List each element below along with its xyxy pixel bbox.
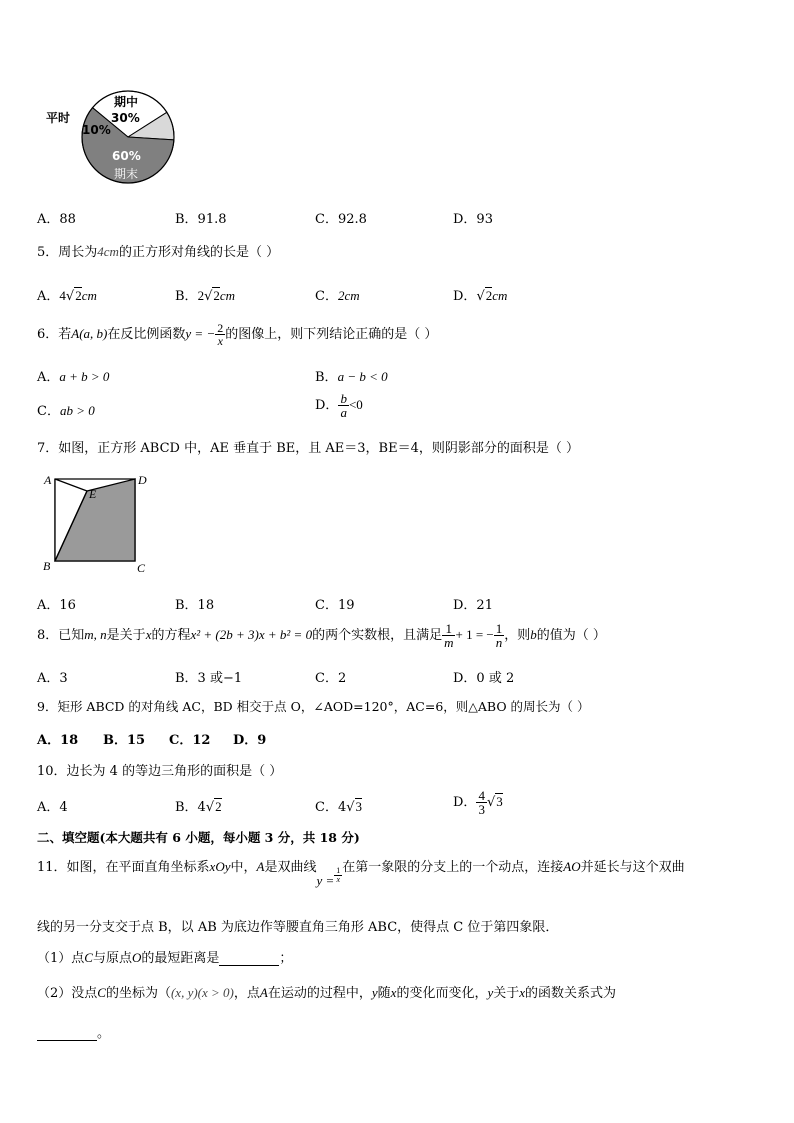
q11-sub2-y2: y [487, 985, 494, 1000]
q6-stem [37, 322, 437, 347]
q4-option-a: A．88 [37, 212, 76, 227]
q5-suffix: 的正方形对角线的长是（ ） [118, 245, 280, 260]
q11-sub2-coord: (x, y)(x > 0) [170, 985, 234, 1000]
q11-sub2-d: ，点 [233, 986, 260, 1001]
q11-sub2-answer [37, 1022, 110, 1041]
q11-sub2-i: 的函数关系式为 [525, 986, 617, 1001]
q11-sub2-f: 随 [377, 986, 391, 1001]
q7-label-a: A [44, 473, 52, 487]
q6-option-b-label: B． [315, 370, 338, 385]
q5-option-a-rad: 2 [75, 288, 82, 303]
q10-option-c-label: C．4 [315, 800, 347, 815]
q7-option-a: A．16 [37, 598, 76, 613]
q8-frac2 [494, 622, 505, 649]
q5-option-a-unit: cm [81, 288, 97, 303]
q8-mid1: 是关于 [106, 628, 146, 643]
q11-sub2-x: x [390, 985, 397, 1000]
q8-frac1-num: 1 [442, 622, 455, 636]
q7-option-b: B．18 [175, 598, 215, 613]
q9-option-b: B．15 [103, 733, 146, 748]
q8-vars: m, n [84, 627, 107, 642]
q5-stem [37, 241, 279, 260]
q5-option-b-label: B． [175, 289, 198, 304]
q11-line1-b: 中， [230, 860, 257, 875]
q6-option-d [315, 392, 363, 419]
q10-option-d-den: 3 [478, 802, 485, 817]
q5-option-b: B．2√2cm [175, 288, 236, 304]
q5-option-c [315, 285, 360, 304]
q11-var-a: A [256, 859, 265, 874]
q11-sub1-o: O [131, 950, 142, 965]
q5-option-b-coef: 2 [197, 288, 205, 303]
q6-option-d-den: a [340, 405, 347, 420]
pie-label-final: 期末 [114, 167, 139, 181]
q10-option-d-label: D． [453, 795, 477, 810]
q6-option-d-rel: <0 [348, 397, 363, 412]
q8-prefix: 8．已知 [37, 628, 85, 643]
q11-sub1-c: C [84, 950, 93, 965]
q6-suffix: 的图像上，则下列结论正确的是（ ） [225, 327, 438, 342]
q10-option-b-rad: 2 [215, 799, 222, 814]
q11-xoy: xOy [209, 859, 231, 874]
q6-option-d-num: b [340, 391, 347, 406]
q11-line1-a: 11．如图，在平面直角坐标系 [37, 860, 210, 875]
q6-point: A(a, b) [71, 326, 108, 341]
q9-option-c: C．12 [169, 733, 211, 748]
q8-frac1 [442, 622, 455, 649]
q4-option-d: D．93 [453, 212, 493, 227]
q5-option-d-rad: 2 [485, 288, 493, 303]
q5-option-c-label: C． [315, 289, 338, 304]
q6-option-a [37, 366, 109, 385]
q8-frac2-num: 1 [495, 621, 503, 636]
q11-hyp-den: x [336, 875, 341, 884]
q6-func-num: 2 [217, 321, 224, 335]
pie-side-label: 平时 [46, 111, 71, 125]
q6-func-frac [215, 322, 225, 347]
q9-stem: 9．矩形 ABCD 的对角线 AC，BD 相交于点 O，∠AOD=120°，AC=6，则△ABO 的周长为（ ） [37, 699, 590, 714]
q8-option-d: D．0 或 2 [453, 671, 515, 686]
q10-option-d-rad: 3 [496, 794, 503, 809]
q11-line1-e: 并延长与这个双曲 [580, 860, 685, 875]
q5-value: 4cm [97, 244, 119, 259]
q6-option-a-text: a + b > 0 [59, 369, 110, 384]
q8-var-x: x [145, 627, 152, 642]
q6-option-a-label: A． [37, 370, 60, 385]
q11-sub2-h: 关于 [493, 986, 520, 1001]
pie-value-midterm: 30% [111, 111, 140, 125]
q7-option-d: D．21 [453, 598, 493, 613]
q9-option-d: D．9 [233, 733, 267, 748]
q11-sub2-a: （2）没点 [37, 986, 98, 1001]
q11-hyp-frac [334, 867, 342, 884]
q7-stem: 7．如图，正方形 ABCD 中，AE 垂直于 BE，且 AE＝3，BE＝4，则阴影部分的面积是（ ） [37, 441, 580, 456]
q11-sub2-g: 的变化而变化， [396, 986, 488, 1001]
q11-sub1-a: （1）点 [37, 951, 85, 966]
q11-line1 [37, 856, 685, 888]
q11-sub2-x2: x [519, 985, 526, 1000]
q5-option-a-coef: 4 [59, 288, 66, 303]
q11-ao: AO [563, 859, 581, 874]
q11-sub1-d: 的最短距离是 [141, 951, 220, 966]
q10-option-b-label: B．4 [175, 800, 206, 815]
q8-suffix: 的值为（ ） [536, 628, 606, 643]
q9-option-a: A．18 [37, 733, 79, 748]
pie-value-regular: 10% [82, 123, 111, 137]
q5-option-b-rad: 2 [213, 288, 220, 303]
q7-figure [40, 470, 160, 578]
q11-line2: 线的另一分支交于点 B，以 AB 为底边作等腰直角三角形 ABC，使得点 C 位于第四象限． [37, 920, 559, 935]
pie-figure [44, 88, 184, 188]
q8-eq-mid: + 1 = − [455, 627, 494, 642]
q6-option-d-frac [338, 392, 349, 419]
q10-option-b: B．4√2 [175, 799, 222, 815]
q10-option-a: A．4 [37, 800, 68, 815]
q8-mid2: 的方程 [151, 628, 191, 643]
q5-option-d: D．√2cm [453, 288, 508, 304]
q4-option-b: B．91.8 [175, 212, 227, 227]
section-2-title: 二、填空题(本大题共有 6 小题，每小题 3 分，共 18 分) [37, 830, 360, 845]
q11-sub2 [37, 982, 616, 1001]
q8-mid4: ，则 [504, 628, 531, 643]
q11-sub2-a2: A [259, 985, 268, 1000]
q11-sub2-answer-blank[interactable] [37, 1028, 97, 1041]
q6-option-b-text: a − b < 0 [337, 369, 388, 384]
q10-stem: 10．边长为 4 的等边三角形的面积是（ ） [37, 764, 283, 779]
q8-stem [37, 622, 606, 649]
q11-sub2-c: C [97, 985, 106, 1000]
q6-option-c-label: C． [37, 404, 60, 419]
q11-line1-d: 在第一象限的分支上的一个动点，连接 [342, 860, 564, 875]
q5-prefix: 5．周长为 [37, 245, 98, 260]
q5-option-d-unit: cm [492, 288, 508, 303]
q6-mid: 在反比例函数 [107, 327, 186, 342]
q8-frac2-den: n [495, 635, 503, 650]
q6-option-d-label: D． [315, 398, 339, 413]
pie-chart [44, 88, 184, 188]
q8-option-a: A．3 [37, 671, 68, 686]
q11-sub1 [37, 947, 292, 966]
q11-sub1-answer-blank[interactable] [219, 953, 279, 966]
q11-sub2-end: 。 [97, 1026, 111, 1041]
q10-option-d: D． $\frac{4}{3}$ √3 [453, 788, 503, 817]
q7-square-diagram [40, 470, 160, 578]
q8-var-b: b [530, 627, 537, 642]
q8-option-c: C．2 [315, 671, 347, 686]
q6-option-c-text: ab > 0 [59, 403, 95, 418]
q7-label-d: D [138, 473, 147, 487]
q8-equation: x² + (2b + 3)x + b² = 0 [190, 627, 313, 642]
q8-frac1-den: m [444, 635, 454, 650]
pie-value-final: 60% [112, 149, 141, 163]
pie-label-midterm: 期中 [114, 95, 139, 109]
q4-option-c: C．92.8 [315, 212, 367, 227]
q8-option-b: B．3 或−1 [175, 671, 243, 686]
q8-mid3: 的两个实数根，且满足 [312, 628, 443, 643]
q10-option-d-num: 4 [478, 788, 485, 803]
q5-option-c-text: 2cm [337, 288, 360, 303]
q7-label-c: C [137, 561, 146, 575]
q6-option-c [37, 400, 95, 419]
q11-sub2-e: 在运动的过程中， [267, 986, 372, 1001]
q7-option-c: C．19 [315, 598, 355, 613]
q5-option-d-label: D． [453, 289, 477, 304]
q11-sub1-b: 与原点 [92, 951, 132, 966]
q5-option-a-label: A． [37, 289, 60, 304]
q6-func-den: x [217, 334, 223, 348]
q5-option-a: A．4√2cm [37, 288, 97, 304]
q11-sub2-y: y [371, 985, 378, 1000]
q11-sub2-b: 的坐标为（ [105, 986, 171, 1001]
q7-label-b: B [43, 559, 51, 573]
q11-line1-c: 是双曲线 [264, 860, 317, 875]
q7-label-e: E [89, 487, 97, 501]
q10-option-d-frac [476, 789, 487, 816]
q6-prefix: 6．若 [37, 327, 72, 342]
q5-option-b-unit: cm [219, 288, 236, 303]
q11-sub1-end: ； [279, 951, 293, 966]
q6-option-b [315, 366, 388, 385]
q11-hyp-lhs: y = [316, 873, 335, 888]
q10-option-c-rad: 3 [355, 799, 363, 814]
q10-option-c: C．4√3 [315, 799, 363, 815]
q6-func-lhs: y = − [185, 326, 216, 341]
q11-hyp-num: 1 [336, 866, 341, 875]
